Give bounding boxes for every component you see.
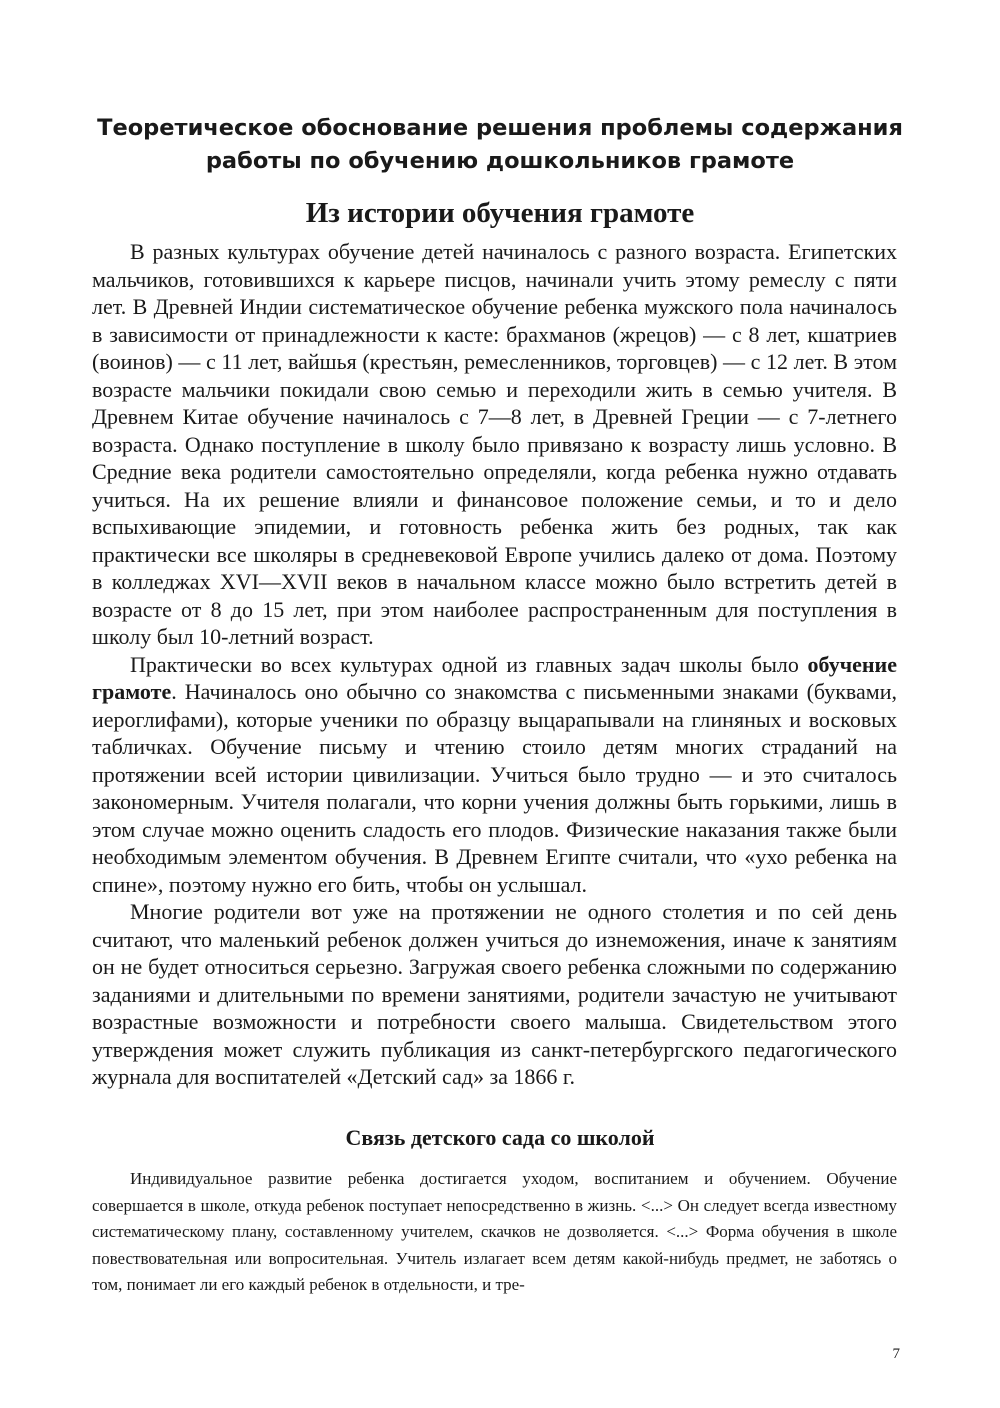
section-title: Из истории обучения грамоте xyxy=(305,197,695,229)
page-number: 7 xyxy=(892,1346,900,1362)
page-title: Теоретическое обоснование решения проблемы содержания работы по обучению дошкольников грамоте xyxy=(97,115,903,174)
paragraph-2-start: Практически во всех культурах одной из главных задач школы было xyxy=(130,651,808,677)
paragraph-1: В разных культурах обучение детей начиналось с разного возраста. Египетских мальчиков, готовившихся к карьере писцов, начинали учить этому ремеслу с пяти лет. В Древней Индии систематическое обучение ребенка мужского пола начиналось в зависимости от принадлежности к касте: брахманов (жрецов) — с 8 лет, кшатриев (воинов) — с 11 лет, вайшья (крестьян, ремесленников, торговцев) — с 12 лет. В этом возрасте мальчики покидали свою семью и переходили жить в семью учителя. В Древнем Китае обучение начиналось с 7—8 лет, в Древней Греции — с 7-летнего возраста. Однако поступление в школу было привязано к возрасту лишь условно. В Средние века родители самостоятельно определяли, когда ребенка нужно отдавать учиться. На их решение влияли и финансовое положение семьи, и то и дело вспыхивающие эпидемии, и готовность ребенка жить без родных, так как практически все школяры в средневековой Европе учились далеко от дома. Поэтому в колледжах XVI—XVII веков в начальном классе можно было встретить детей в возрасте от 8 до 15 лет, при этом наиболее распространенным для поступления в школу был 10-летний возраст. xyxy=(92,239,897,649)
paragraph-2 xyxy=(92,651,897,899)
paragraph-2-bold-term: обучение грамоте xyxy=(92,651,897,704)
paragraph-2-end: . Начиналось оно обычно со знакомства с письменными знаками (буквами, иероглифами), которые ученики по образцу выцарапывали на глиняных и восковых табличках. Обучение письму и чтению стоило детям многих страданий на протяжении всей истории цивилизации. Учиться было трудно — и это считалось закономерным. Учителя полагали, что корни учения должны быть горькими, лишь в этом случае можно оценить сладость его плодов. Физические наказания также были необходимым элементом обучения. В Древнем Египте считали, что «ухо ребенка на спине», поэтому нужно его бить, чтобы он услышал. xyxy=(92,679,897,897)
quoted-excerpt: Индивидуальное развитие ребенка достигается уходом, воспитанием и обучением. Обучение совершается в школе, откуда ребенок поступает непосредственно в жизнь. <...> Он следует всегда известному систематическому плану, составленному учителем, скачков не дозволяется. <...> Форма обучения в школе повествовательная или вопросительная. Учитель излагает всем детям какой-нибудь предмет, не заботясь о том, понимает ли его каждый ребенок в отдельности, и тре- xyxy=(92,1169,897,1294)
body-text xyxy=(92,238,897,1091)
paragraph-3: Многие родители вот уже на протяжении не одного столетия и по сей день считают, что маленький ребенок должен учиться до изнеможения, иначе к занятиям он не будет относиться серьезно. Загружая своего ребенка сложными по содержанию заданиями и длительными по времени занятиями, родители зачастую не учитывают возрастные возможности и потребности своего малыша. Свидетельством этого утверждения может служить публикация из санкт-петербургского педагогического журнала для воспитателей «Детский сад» за 1866 г. xyxy=(92,899,897,1089)
subsection-title: Связь детского сада со школой xyxy=(345,1125,655,1150)
